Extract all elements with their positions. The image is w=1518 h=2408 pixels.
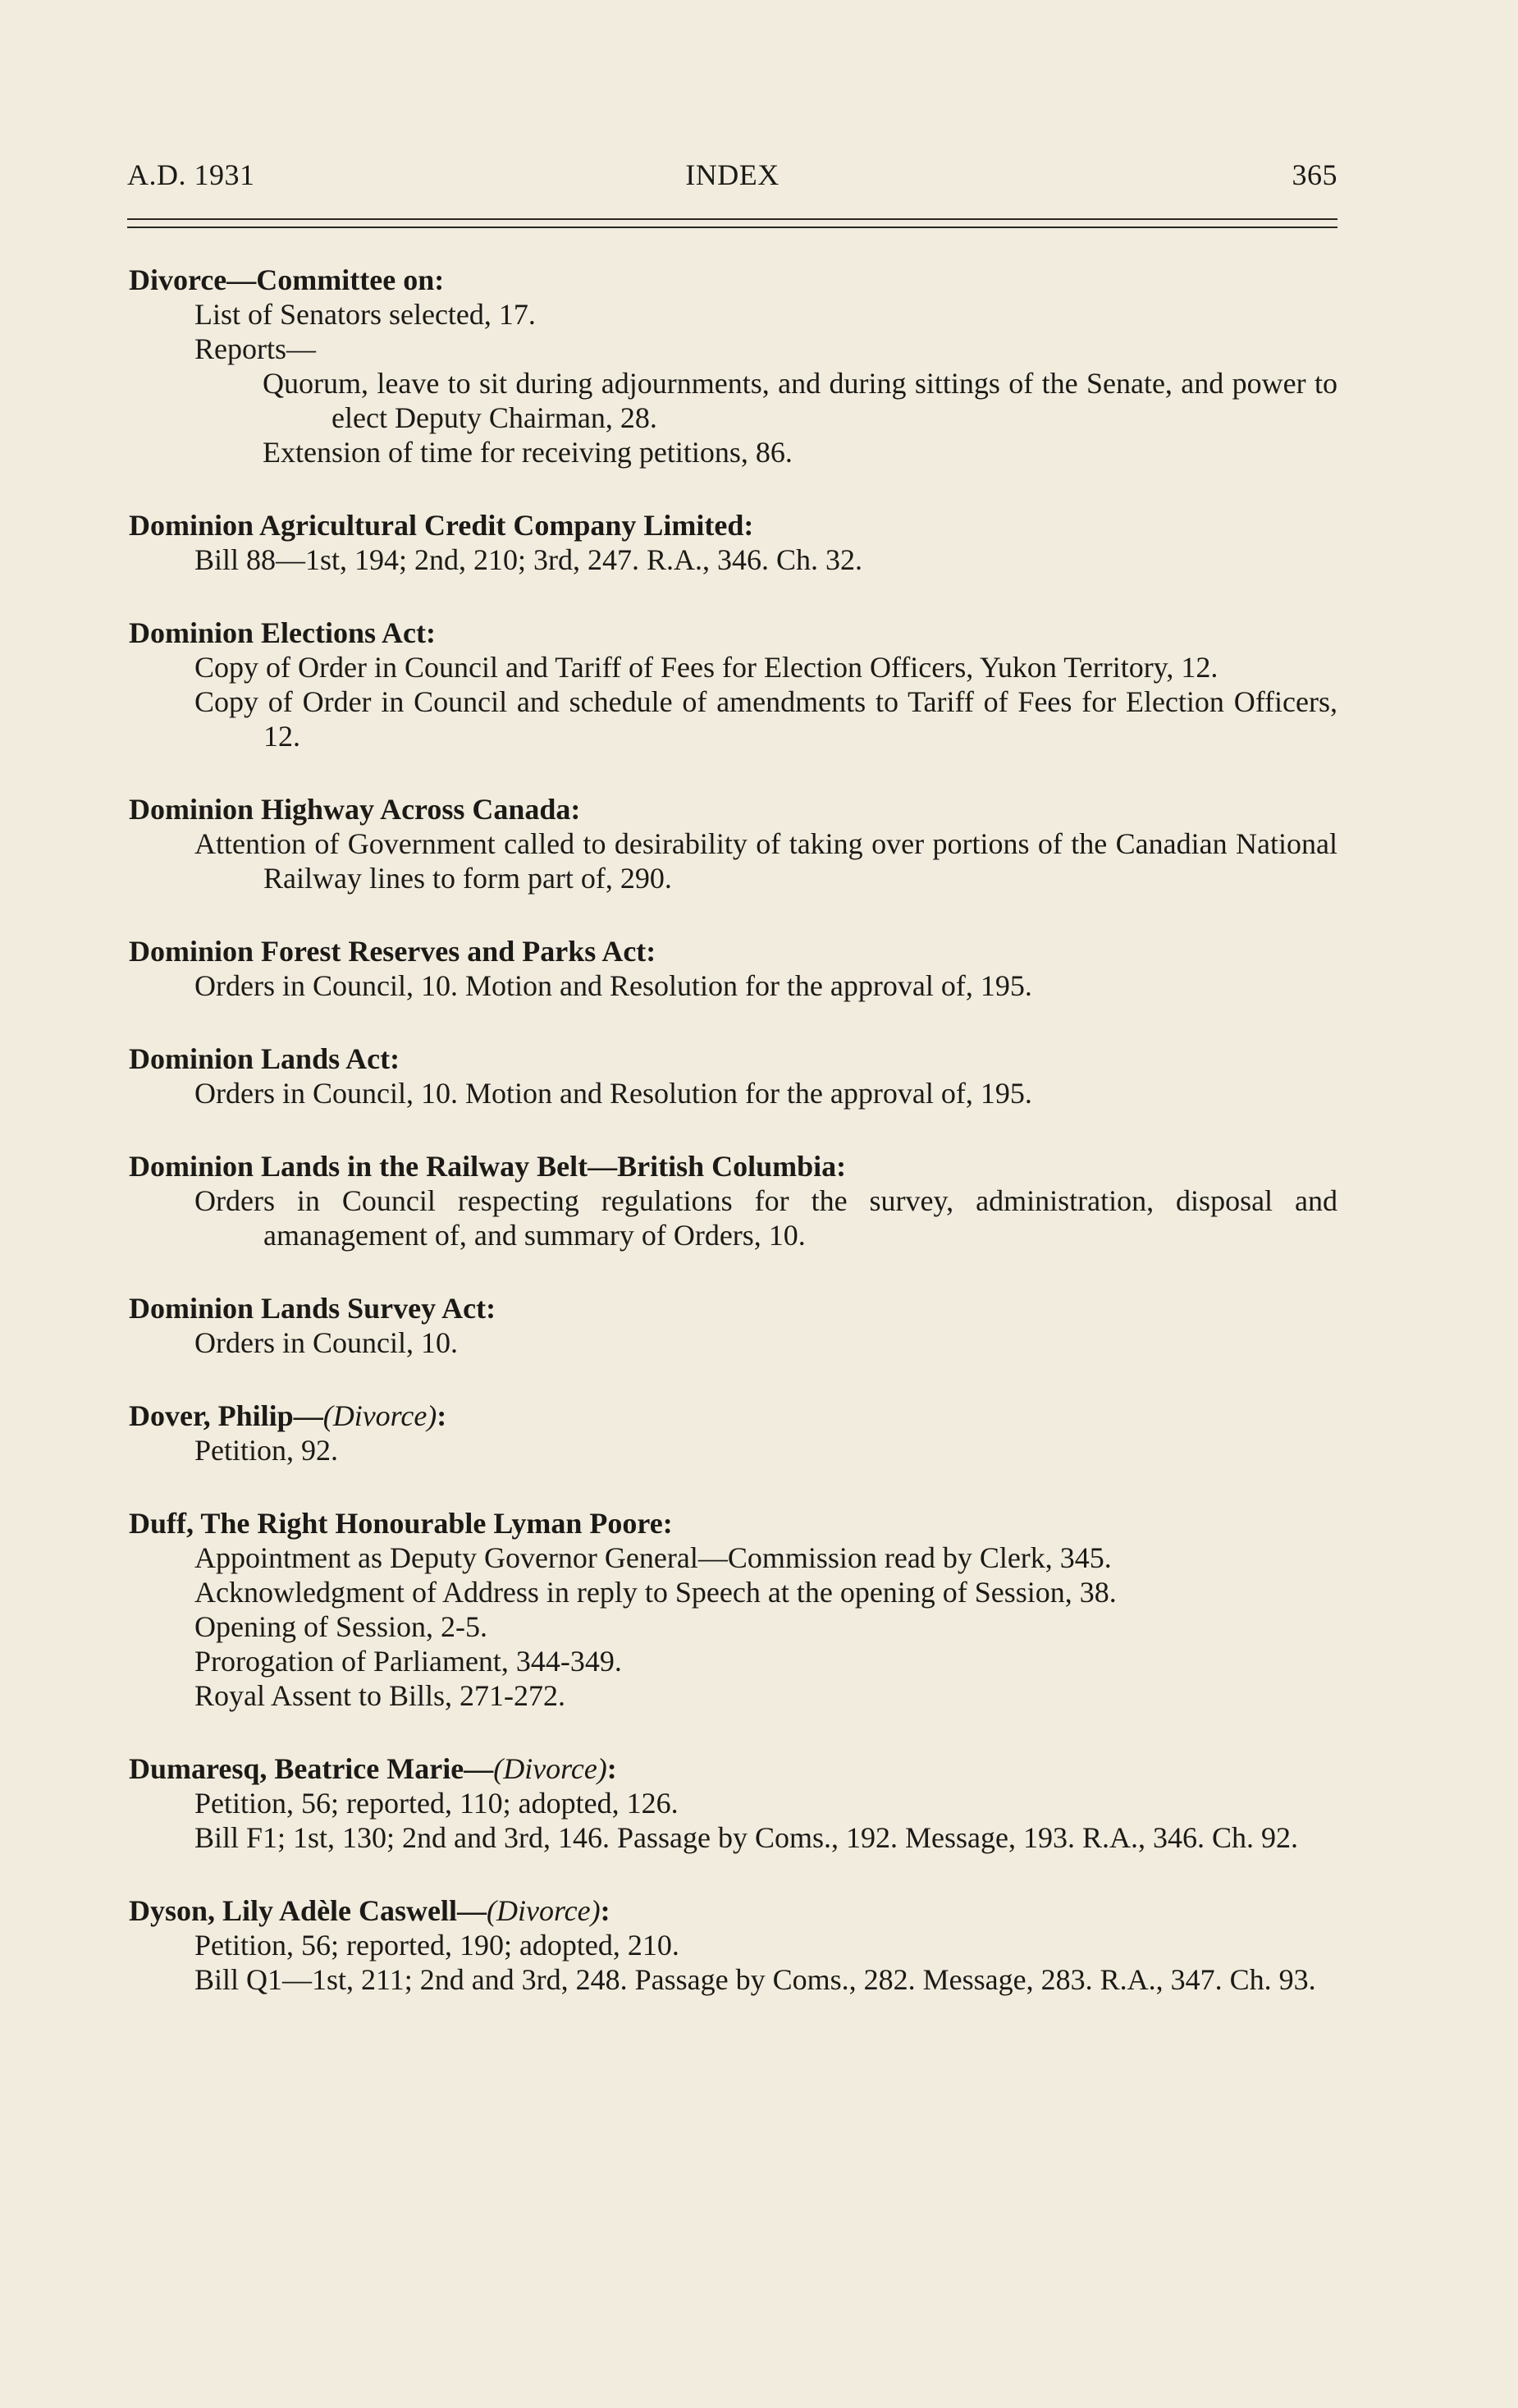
page-number: 365	[1292, 158, 1337, 191]
index-entry	[129, 508, 1337, 577]
entry-heading: Dominion Lands Survey Act:	[129, 1292, 496, 1325]
entry-heading: Dominion Lands in the Railway Belt—British Columbia:	[129, 1150, 847, 1183]
heading-name: Dyson, Lily Adèle Caswell—	[129, 1894, 487, 1927]
index-entry	[129, 1506, 1337, 1713]
index-entry	[129, 1291, 1337, 1360]
index-content	[129, 263, 1337, 2035]
index-entry	[129, 1399, 1337, 1467]
entry-subline: Quorum, leave to sit during adjournments, and during sittings of the Senate, and power to elect Deputy Chairman, 28.	[263, 367, 1337, 434]
entry-subline: Petition, 56; reported, 190; adopted, 210.	[194, 1929, 679, 1962]
entry-heading: Dominion Forest Reserves and Parks Act:	[129, 935, 656, 968]
heading-divorce-tag: (Divorce)	[493, 1752, 607, 1785]
entry-subline: Orders in Council, 10. Motion and Resolution for the approval of, 195.	[194, 969, 1032, 1002]
index-entry	[129, 1149, 1337, 1252]
entry-heading: Dominion Highway Across Canada:	[129, 793, 581, 826]
entry-subline: Orders in Council respecting regulations for the survey, administration, disposal and amanagement of, and summary of Orders, 10.	[194, 1184, 1337, 1252]
index-entry	[129, 792, 1337, 895]
header-title: INDEX	[685, 158, 780, 191]
entry-heading: Dominion Elections Act:	[129, 616, 436, 649]
entry-heading	[129, 1893, 1337, 1928]
heading-colon: :	[437, 1399, 447, 1432]
entry-heading: Dominion Lands Act:	[129, 1042, 400, 1075]
entry-subline: Bill F1; 1st, 130; 2nd and 3rd, 146. Passage by Coms., 192. Message, 193. R.A., 346. Ch. 92.	[194, 1821, 1299, 1854]
entry-heading: Divorce—Committee on:	[129, 263, 445, 296]
entry-heading: Duff, The Right Honourable Lyman Poore:	[129, 1507, 673, 1540]
heading-divorce-tag: (Divorce)	[487, 1894, 601, 1927]
entry-subline: Copy of Order in Council and Tariff of Fees for Election Officers, Yukon Territory, 12.	[194, 651, 1219, 684]
entry-subline: Royal Assent to Bills, 271-272.	[194, 1679, 566, 1712]
index-entry	[129, 1041, 1337, 1110]
entry-subline: Copy of Order in Council and schedule of amendments to Tariff of Fees for Election Officers, 12.	[194, 685, 1337, 753]
entry-subline: Prorogation of Parliament, 344-349.	[194, 1645, 622, 1678]
index-entry	[129, 934, 1337, 1003]
entry-subline: Reports—	[194, 332, 316, 365]
entry-subline: Bill 88—1st, 194; 2nd, 210; 3rd, 247. R.A., 346. Ch. 32.	[194, 543, 863, 576]
index-entry	[129, 263, 1337, 469]
entry-heading	[129, 1751, 1337, 1786]
entry-subline: Attention of Government called to desirability of taking over portions of the Canadian National Railway lines to form part of, 290.	[194, 827, 1337, 895]
header-year: A.D. 1931	[127, 158, 255, 191]
index-entry	[129, 1751, 1337, 1855]
entry-subline: Acknowledgment of Address in reply to Speech at the opening of Session, 38.	[194, 1576, 1117, 1609]
index-entry	[129, 1893, 1337, 1997]
running-header	[127, 158, 1337, 199]
index-entry	[129, 616, 1337, 753]
heading-colon: :	[606, 1752, 617, 1785]
entry-subline: Petition, 56; reported, 110; adopted, 126.	[194, 1787, 679, 1820]
entry-subline: Opening of Session, 2-5.	[194, 1610, 487, 1643]
entry-subline: Appointment as Deputy Governor General—Commission read by Clerk, 345.	[194, 1541, 1112, 1574]
entry-subline: Orders in Council, 10. Motion and Resolution for the approval of, 195.	[194, 1077, 1032, 1110]
entry-subline: Extension of time for receiving petitions, 86.	[263, 436, 793, 469]
header-double-rule	[127, 218, 1337, 228]
entry-subline: Orders in Council, 10.	[194, 1326, 458, 1359]
entry-subline: List of Senators selected, 17.	[194, 298, 536, 331]
entry-heading: Dominion Agricultural Credit Company Limited:	[129, 509, 754, 542]
entry-heading	[129, 1399, 1337, 1433]
heading-divorce-tag: (Divorce)	[322, 1399, 437, 1432]
heading-name: Dumaresq, Beatrice Marie—	[129, 1752, 494, 1785]
heading-colon: :	[600, 1894, 610, 1927]
heading-name: Dover, Philip—	[129, 1399, 323, 1432]
entry-subline: Petition, 92.	[194, 1434, 339, 1467]
entry-subline: Bill Q1—1st, 211; 2nd and 3rd, 248. Passage by Coms., 282. Message, 283. R.A., 347. Ch. 93.	[194, 1963, 1316, 1996]
